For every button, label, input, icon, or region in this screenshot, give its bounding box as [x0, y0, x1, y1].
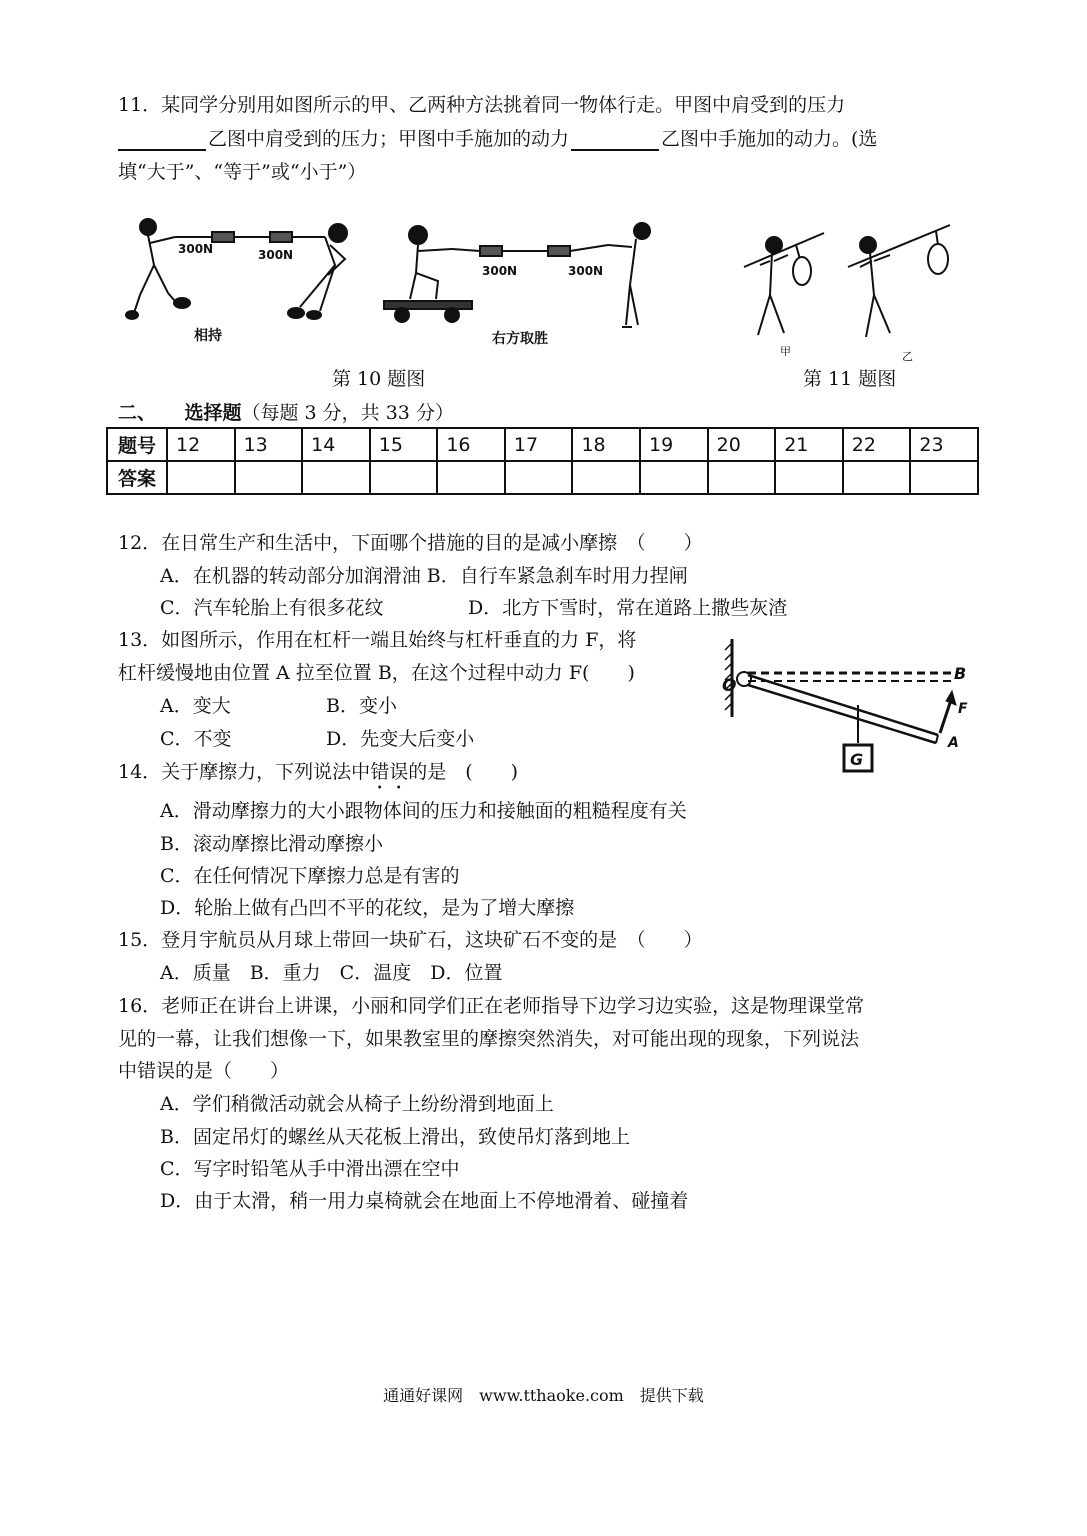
q14-stem-emphasis: 错误: [370, 761, 409, 783]
label-F: F: [958, 701, 968, 717]
table-cell-number: 18: [572, 428, 640, 461]
answer-cell[interactable]: [775, 461, 843, 494]
fig11-caption: 第 11 题图: [803, 368, 897, 390]
answer-cell[interactable]: [572, 461, 640, 494]
q12-option-d: D．北方下雪时，常在道路上撒些灰渣: [468, 597, 788, 619]
section2-title: 二、 选择题: [118, 402, 242, 424]
q14-option-b: B．滚动摩擦比滑动摩擦小: [160, 833, 383, 855]
q16-stem-1: 16．老师正在讲台上讲课，小丽和同学们正在老师指导下边学习边实验，这是物理课堂常: [118, 995, 865, 1017]
q16-option-c: C．写字时铅笔从手中滑出漂在空中: [160, 1158, 460, 1180]
table-cell-number: 12: [167, 428, 235, 461]
q12-option-a: A．在机器的转动部分加润滑油 B．自行车紧急刹车时用力捏闸: [160, 565, 688, 587]
q13-stem-1: 13．如图所示，作用在杠杆一端且始终与杠杆垂直的力 F，将: [118, 629, 637, 651]
q13-option-d: D．先变大后变小: [326, 728, 475, 750]
answer-cell[interactable]: [235, 461, 303, 494]
table-header-number: 题号: [107, 428, 167, 461]
table-cell-number: 19: [640, 428, 708, 461]
fig11-label-jia: 甲: [780, 345, 791, 358]
label-A: A: [948, 735, 959, 751]
q14-stem-post: 的是 ( ): [408, 761, 519, 783]
answer-cell[interactable]: [167, 461, 235, 494]
force-label-1: 300N: [178, 242, 214, 256]
fig10-caption: 第 10 题图: [332, 368, 426, 390]
q14-stem: [118, 760, 518, 794]
q11-line2: [118, 127, 877, 151]
table-cell-number: 21: [775, 428, 843, 461]
question-number-row: [107, 428, 978, 461]
answer-cell[interactable]: [437, 461, 505, 494]
answer-cell[interactable]: [302, 461, 370, 494]
lever-diagram: [722, 635, 984, 783]
force-label-4: 300N: [568, 264, 604, 278]
label-B: B: [954, 664, 967, 683]
answer-table: [106, 427, 979, 495]
force-label-2: 300N: [258, 248, 294, 262]
table-cell-number: 23: [910, 428, 978, 461]
section2-note: （每题 3 分，共 33 分）: [241, 402, 454, 424]
answer-cell[interactable]: [843, 461, 911, 494]
q11-line2b: 乙图中手施加的动力。(选: [661, 128, 878, 150]
q15-options: A．质量 B．重力 C．温度 D．位置: [160, 962, 503, 984]
table-cell-number: 14: [302, 428, 370, 461]
q11-line2a: 乙图中肩受到的压力；甲图中手施加的动力: [208, 128, 570, 150]
q13-stem-2: 杠杆缓慢地由位置 A 拉至位置 B，在这个过程中动力 F( ): [118, 662, 635, 684]
section2-heading: [118, 398, 454, 425]
table-cell-number: 13: [235, 428, 303, 461]
answer-blank-1[interactable]: [118, 131, 206, 151]
answer-cell[interactable]: [370, 461, 438, 494]
q14-option-a: A．滑动摩擦力的大小跟物体间的压力和接触面的粗糙程度有关: [160, 800, 687, 822]
q16-stem-3: 中错误的是（ ）: [118, 1060, 290, 1082]
fig11-label-yi: 乙: [902, 350, 913, 363]
q14-option-d: D．轮胎上做有凸凹不平的花纹，是为了增大摩擦: [160, 897, 575, 919]
q12-stem: 12．在日常生产和生活中，下面哪个措施的目的是减小摩擦 （ ）: [118, 532, 703, 554]
q12-option-c: C．汽车轮胎上有很多花纹: [160, 597, 384, 619]
q13-option-b: B．变小: [326, 695, 397, 717]
q16-option-a: A．学们稍微活动就会从椅子上纷纷滑到地面上: [160, 1093, 554, 1115]
fig10-right-label: 右方取胜: [492, 331, 548, 347]
force-label-3: 300N: [482, 264, 518, 278]
label-G: G: [850, 750, 864, 769]
q16-option-d: D．由于太滑，稍一用力桌椅就会在地面上不停地滑着、碰撞着: [160, 1190, 689, 1212]
q11-line1: 11．某同学分别用如图所示的甲、乙两种方法挑着同一物体行走。甲图中肩受到的压力: [118, 94, 846, 116]
q13-option-c: C．不变: [160, 728, 232, 750]
table-cell-number: 22: [843, 428, 911, 461]
answer-blank-2[interactable]: [571, 131, 659, 151]
fig10-left-illustration: [120, 215, 370, 345]
q11-line3: 填“大于”、“等于”或“小于”）: [118, 161, 367, 183]
page-footer: 通通好课网 www.tthaoke.com 提供下载: [383, 1386, 704, 1405]
q14-option-c: C．在任何情况下摩擦力总是有害的: [160, 865, 460, 887]
q16-option-b: B．固定吊灯的螺丝从天花板上滑出，致使吊灯落到地上: [160, 1126, 630, 1148]
answer-cell[interactable]: [708, 461, 776, 494]
answer-cell[interactable]: [640, 461, 708, 494]
fig10-right-illustration: [380, 215, 660, 350]
q16-stem-2: 见的一幕，让我们想像一下，如果教室里的摩擦突然消失，对可能出现的现象，下列说法: [118, 1028, 860, 1050]
label-O: O: [722, 676, 737, 696]
fig10-left-label: 相持: [194, 328, 222, 344]
answer-row: [107, 461, 978, 494]
table-cell-number: 20: [708, 428, 776, 461]
table-cell-number: 15: [370, 428, 438, 461]
answer-cell[interactable]: [910, 461, 978, 494]
fig11-illustration: [740, 215, 960, 363]
q13-option-a: A．变大: [160, 695, 231, 717]
q15-stem: 15．登月宇航员从月球上带回一块矿石，这块矿石不变的是 （ ）: [118, 929, 703, 951]
table-cell-number: 17: [505, 428, 573, 461]
answer-cell[interactable]: [505, 461, 573, 494]
table-cell-number: 16: [437, 428, 505, 461]
q14-stem-pre: 14．关于摩擦力，下列说法中: [118, 761, 371, 783]
table-header-answer: 答案: [107, 461, 167, 494]
